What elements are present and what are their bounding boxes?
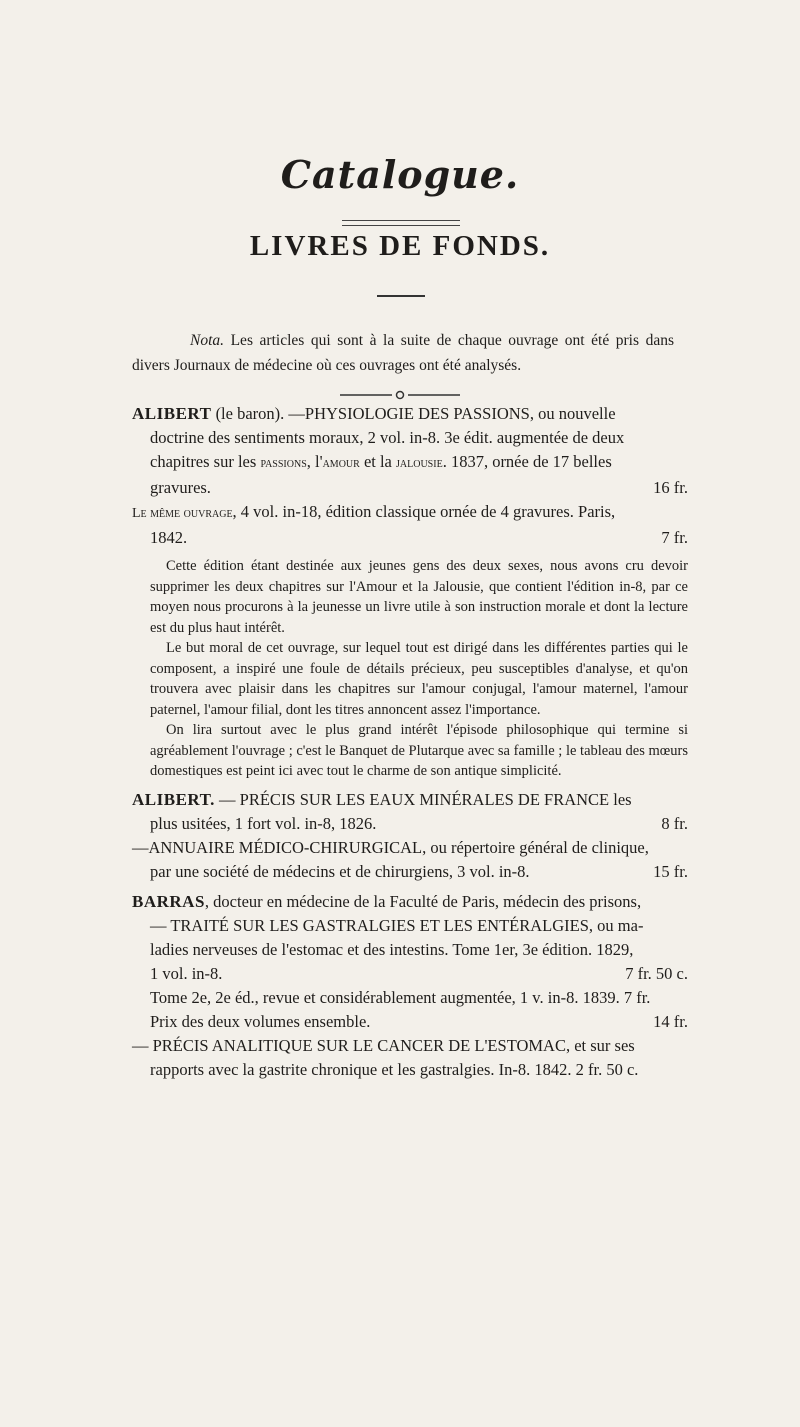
entry-meme-ouvrage: Le même ouvrage, 4 vol. in-18, édition classique ornée de 4 gravures. Paris, 1842. 7 fr. (132, 500, 688, 550)
entry-annuaire: —ANNUAIRE MÉDICO-CHIRURGICAL, ou répertoire général de clinique, par une société de médecins et de chirurgiens, 3 vol. in-8. 15 fr. (132, 836, 688, 884)
entry-price: 7 fr. (661, 528, 688, 547)
entry-author: ALIBERT. (132, 789, 215, 809)
entry-author: BARRAS (132, 891, 205, 911)
section-heading: LIVRES DE FONDS. (249, 230, 551, 262)
entry-review-paragraph: Cette édition étant destinée aux jeunes gens des deux sexes, nous avons cru devoir supprimer les deux chapitres sur l'Amour et la Jalousie, que contient l'édition in-8, par ce moyen nous procurons à la jeunesse un livre utile à son instruction morale et dont la lecture est du plus haut intérêt. (150, 558, 688, 636)
page-title: Catalogue. (280, 152, 520, 197)
entry-barras-traite: BARRAS, docteur en médecine de la Faculté de Paris, médecin des prisons, — TRAITÉ SUR LES GASTRALGIES ET LES ENTÉRALGIES, ou ma- ladies nerveuses de l'estomac et des intestins. Tome 1er, 3e édition. 1829, 1 vol. in-8. 7 fr. 50 c. Tome 2e, 2e éd., revue et considérablement augmentée, 1 v. in-8. 1839. 7 fr. Prix des deux volumes ensemble. 14 fr. (132, 890, 688, 1034)
nota-paragraph (132, 328, 674, 378)
entry-price: 14 fr. (653, 1011, 688, 1031)
entry-price: 15 fr. (653, 861, 688, 881)
entry-alibert-passions: ALIBERT (le baron). —PHYSIOLOGIE DES PASSIONS, ou nouvelle doctrine des sentiments moraux, 2 vol. in-8. 3e édit. augmentée de deux chapitres sur les passions, l'amour et la jalousie. 1837, ornée de 17 belles gravures. 16 fr. (132, 402, 688, 500)
entry-price: 7 fr. 50 c. (625, 963, 688, 983)
nota-label: Nota. (190, 332, 225, 349)
catalogue-entries (132, 402, 688, 1082)
heading-rule (377, 295, 425, 297)
title-double-rule (342, 220, 460, 226)
entry-alibert-eaux: ALIBERT. — PRÉCIS SUR LES EAUX MINÉRALES DE FRANCE les plus usitées, 1 fort vol. in-8, 1826. 8 fr. (132, 788, 688, 836)
entry-author: ALIBERT (132, 404, 212, 423)
entry-price: 8 fr. (661, 813, 688, 833)
entry-review-paragraph: Le but moral de cet ouvrage, sur lequel tout est dirigé dans les différentes parties qui le composent, a inspiré une foule de détails précieux, peu susceptibles d'analyse, et qu'on trouvera avec plaisir dans les chapitres sur l'amour conjugal, l'amour maternel, l'amour paternel, l'amour filial, dont les titres annoncent assez l'importance. (150, 640, 688, 718)
ornament-divider-icon (340, 390, 460, 400)
entry-review-paragraph: On lira surtout avec le plus grand intérêt l'épisode philosophique qui termine si agréablement l'ouvrage ; c'est le Banquet de Plutarque avec sa famille ; le tableau des mœurs domestiques est peint ici avec tout le charme de son antique simplicité. (150, 722, 688, 779)
entry-price: 16 fr. (653, 478, 688, 497)
entry-barras-precis: — PRÉCIS ANALITIQUE SUR LE CANCER DE L'ESTOMAC, et sur ses rapports avec la gastrite chronique et les gastralgies. In-8. 1842. 2 fr. 50 c. (132, 1035, 639, 1079)
nota-text: Les articles qui sont à la suite de chaque ouvrage ont été pris dans divers Journaux de médecine où ces ouvrages ont été analysés. (132, 332, 674, 374)
